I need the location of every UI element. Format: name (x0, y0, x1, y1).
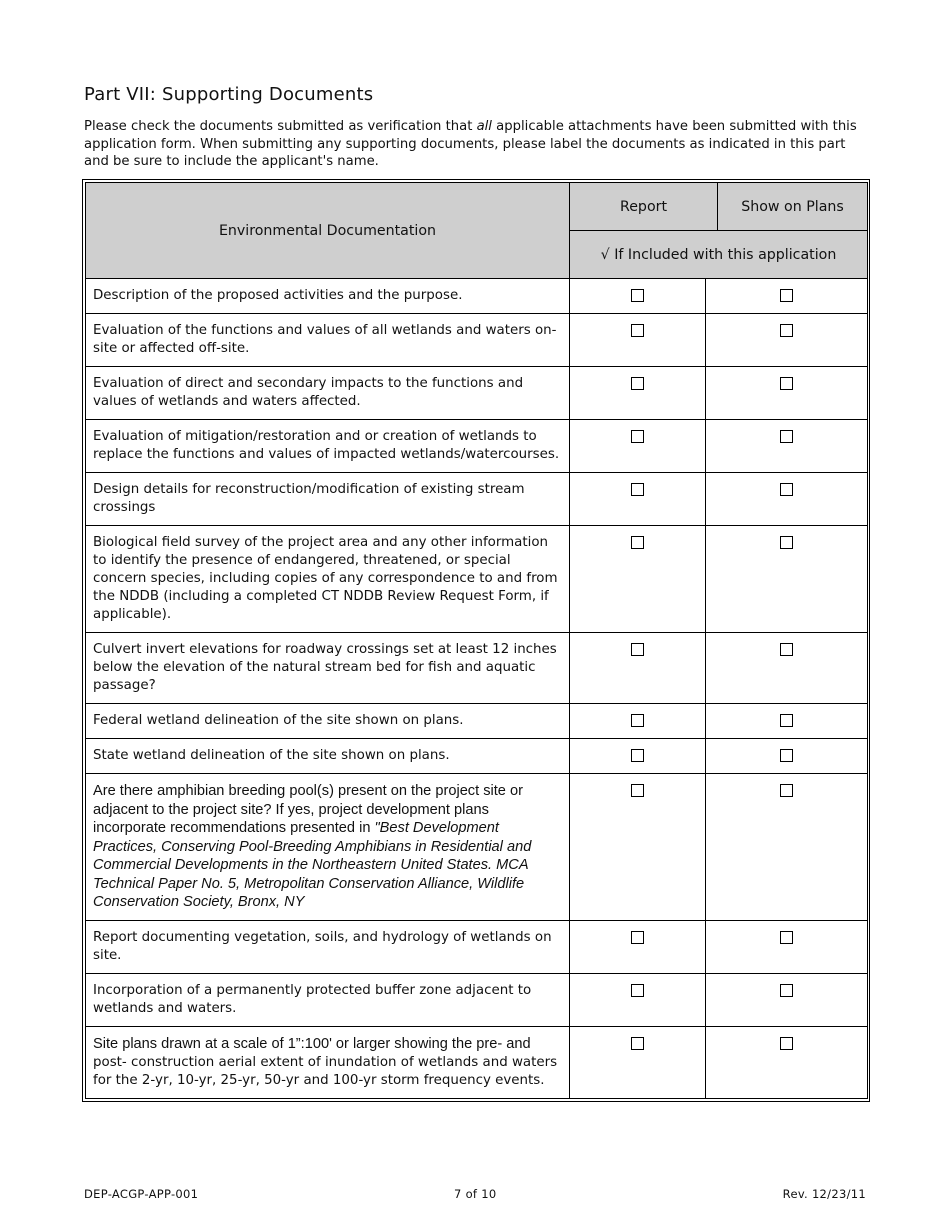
table-row (86, 279, 868, 314)
report-cell (570, 739, 706, 774)
report-cell (570, 774, 706, 921)
plans-cell (706, 314, 868, 367)
report-cell (570, 1026, 706, 1098)
page-title: Part VII: Supporting Documents (84, 84, 374, 105)
show-on-plans-checkbox[interactable] (780, 1037, 793, 1050)
header-if-included: √ If Included with this application (570, 231, 868, 279)
report-checkbox[interactable] (631, 377, 644, 390)
row-description (86, 1026, 570, 1098)
row-description: Incorporation of a permanently protected buffer zone adjacent to wetlands and waters. (86, 973, 570, 1026)
intro-paragraph (84, 118, 866, 171)
show-on-plans-checkbox[interactable] (780, 377, 793, 390)
row-description: Biological field survey of the project area and any other information to identify the presence of endangered, threatened, or special concern species, including copies of any correspondence to and from the NDDB (including a completed CT NDDB Review Request Form, if applicable). (86, 526, 570, 633)
report-cell (570, 920, 706, 973)
table-row (86, 774, 868, 921)
plans-cell (706, 633, 868, 704)
report-cell (570, 367, 706, 420)
report-checkbox[interactable] (631, 483, 644, 496)
footer-form-id: DEP-ACGP-APP-001 (84, 1187, 199, 1201)
table-row (86, 420, 868, 473)
report-cell (570, 526, 706, 633)
plans-cell (706, 420, 868, 473)
report-checkbox[interactable] (631, 784, 644, 797)
plans-cell (706, 920, 868, 973)
plans-cell (706, 704, 868, 739)
plans-cell (706, 739, 868, 774)
row-description: Design details for reconstruction/modification of existing stream crossings (86, 473, 570, 526)
plans-cell (706, 1026, 868, 1098)
row-description: Evaluation of mitigation/restoration and or creation of wetlands to replace the functions and values of impacted wetlands/watercourses. (86, 420, 570, 473)
table-row (86, 367, 868, 420)
row-description-citation: "Best Development Practices, Conserving Pool-Breeding Amphibians in Residential and Commercial Developments in the Northeastern United States. MCA Technical Paper No. 5, Metropolitan Conservation Alliance, Wildlife Conservation Society, Bronx, NY (93, 820, 532, 910)
row-description-text: post- construction aerial extent of inundation of wetlands and waters for the 2-yr, 10-yr, 25-yr, 50-yr and 100-yr storm frequency events. (93, 1054, 558, 1088)
report-checkbox[interactable] (631, 749, 644, 762)
table-row (86, 704, 868, 739)
table-row (86, 314, 868, 367)
plans-cell (706, 367, 868, 420)
show-on-plans-checkbox[interactable] (780, 289, 793, 302)
show-on-plans-checkbox[interactable] (780, 784, 793, 797)
show-on-plans-checkbox[interactable] (780, 714, 793, 727)
row-description: Report documenting vegetation, soils, and hydrology of wetlands on site. (86, 920, 570, 973)
plans-cell (706, 473, 868, 526)
report-cell (570, 973, 706, 1026)
report-checkbox[interactable] (631, 714, 644, 727)
report-checkbox[interactable] (631, 289, 644, 302)
table-row (86, 739, 868, 774)
row-description-text: Are there amphibian breeding pool(s) present on the project site or adjacent to the project site? If yes, project development plans incorporate recommendations presented in (93, 783, 523, 836)
table-row (86, 633, 868, 704)
intro-text-emphasis: all (476, 119, 492, 134)
report-checkbox[interactable] (631, 536, 644, 549)
report-checkbox[interactable] (631, 324, 644, 337)
report-cell (570, 473, 706, 526)
table-row (86, 920, 868, 973)
report-checkbox[interactable] (631, 931, 644, 944)
documents-table-frame (82, 179, 870, 1102)
row-description: Federal wetland delineation of the site shown on plans. (86, 704, 570, 739)
footer-page-number: 7 of 10 (454, 1187, 497, 1201)
report-cell (570, 704, 706, 739)
show-on-plans-checkbox[interactable] (780, 324, 793, 337)
report-cell (570, 279, 706, 314)
report-checkbox[interactable] (631, 643, 644, 656)
row-description: Evaluation of direct and secondary impacts to the functions and values of wetlands and waters affected. (86, 367, 570, 420)
show-on-plans-checkbox[interactable] (780, 984, 793, 997)
row-description: Culvert invert elevations for roadway crossings set at least 12 inches below the elevation of the natural stream bed for fish and aquatic passage? (86, 633, 570, 704)
plans-cell (706, 279, 868, 314)
report-checkbox[interactable] (631, 984, 644, 997)
table-row (86, 473, 868, 526)
header-environmental-documentation: Environmental Documentation (86, 183, 570, 279)
plans-cell (706, 774, 868, 921)
row-description: Description of the proposed activities and the purpose. (86, 279, 570, 314)
show-on-plans-checkbox[interactable] (780, 430, 793, 443)
report-cell (570, 420, 706, 473)
report-checkbox[interactable] (631, 1037, 644, 1050)
show-on-plans-checkbox[interactable] (780, 931, 793, 944)
report-checkbox[interactable] (631, 430, 644, 443)
show-on-plans-checkbox[interactable] (780, 749, 793, 762)
report-cell (570, 633, 706, 704)
plans-cell (706, 526, 868, 633)
header-report: Report (570, 183, 718, 231)
intro-text-before: Please check the documents submitted as verification that (84, 119, 477, 134)
show-on-plans-checkbox[interactable] (780, 643, 793, 656)
row-description-text-sans: Site plans drawn at a scale of 1”:100' or larger showing the pre- and (93, 1035, 531, 1052)
intro-text-after: applicable attachments have been submitted with this application form. When submitting any supporting documents, please label the documents as indicated in this part and be sure to include the applicant's name. (84, 119, 857, 169)
report-cell (570, 314, 706, 367)
table-row (86, 526, 868, 633)
row-description (86, 774, 570, 921)
table-row (86, 1026, 868, 1098)
header-show-on-plans: Show on Plans (718, 183, 868, 231)
documents-table (85, 182, 868, 1099)
footer-revision: Rev. 12/23/11 (782, 1187, 866, 1201)
show-on-plans-checkbox[interactable] (780, 483, 793, 496)
row-description: State wetland delineation of the site shown on plans. (86, 739, 570, 774)
table-row (86, 973, 868, 1026)
plans-cell (706, 973, 868, 1026)
show-on-plans-checkbox[interactable] (780, 536, 793, 549)
row-description: Evaluation of the functions and values of all wetlands and waters on-site or affected off-site. (86, 314, 570, 367)
